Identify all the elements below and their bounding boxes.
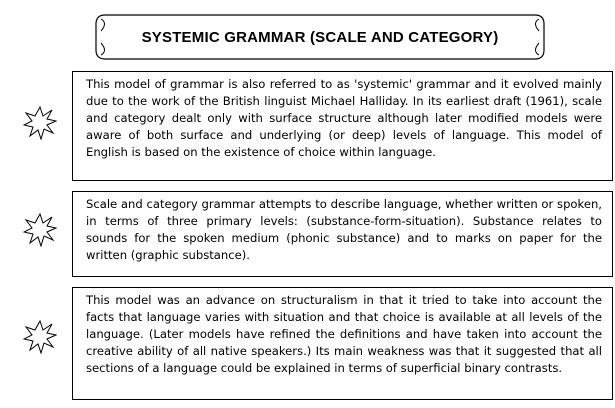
starburst-icon	[23, 320, 57, 354]
title-banner	[95, 14, 545, 60]
paragraph-box-3: This model was an advance on structuralism in that it tried to take into account the facts that language varies with situation and that choice is available at all levels of the language. (Later models have refined the definitions and have taken into account the creative ability of all native speakers.) Its main weakness was that it suggested that all sections of a language could be explained in terms of superficial binary contrasts.	[72, 287, 613, 400]
paragraph-box-1: This model of grammar is also referred to as 'systemic' grammar and it evolved mainly due to the work of the British linguist Michael Halliday. In its earliest draft (1961), scale and category dealt only with surface structure although later modified models were aware of both surface and underlying (or deep) levels of language. This model of English is based on the existence of choice within language.	[72, 71, 613, 181]
page-title: SYSTEMIC GRAMMAR (SCALE AND CATEGORY)	[141, 29, 499, 46]
starburst-icon	[23, 213, 57, 247]
paragraph-box-2: Scale and category grammar attempts to describe language, whether written or spoken, in terms of three primary levels: (substance-form-situation). Substance relates to sounds for the spoken medium (phonic substance) and to marks on paper for the written (graphic substance).	[72, 191, 613, 277]
starburst-icon	[23, 106, 57, 140]
